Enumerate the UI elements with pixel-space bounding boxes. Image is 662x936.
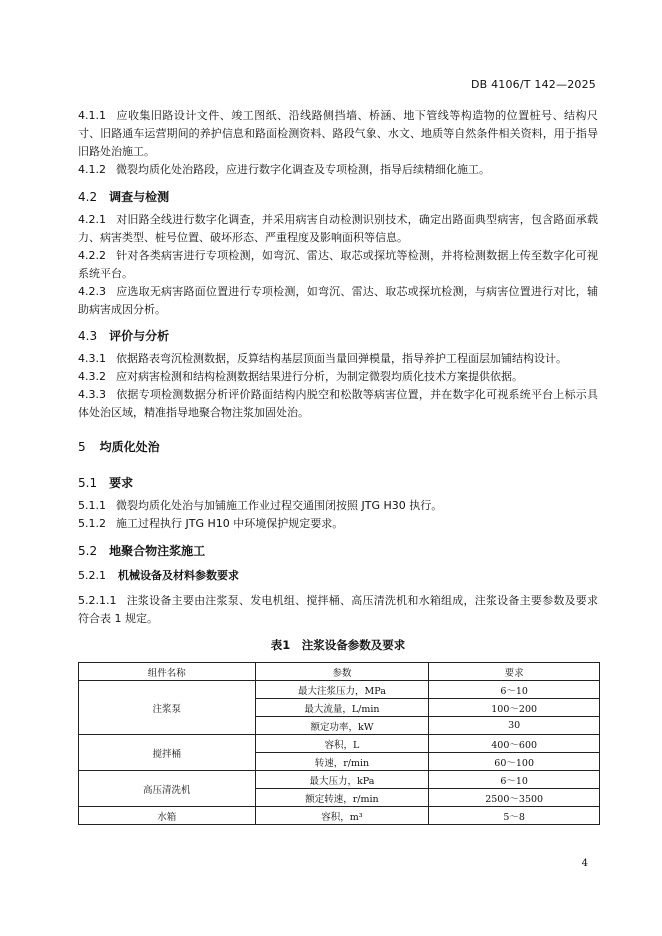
clause-5-1-2 — [78, 515, 598, 533]
requirement-cell: 2500～3500 — [429, 789, 600, 807]
requirement-cell: 5～8 — [429, 807, 600, 825]
table-row — [79, 681, 600, 699]
parameter-cell: 最大注浆压力，MPa — [255, 681, 429, 699]
requirement-cell: 6～10 — [429, 681, 600, 699]
clause-text: 施工过程执行 JTG H10 中环境保护规定要求。 — [116, 517, 344, 530]
clause-number: 5.2.1.1 — [78, 594, 117, 607]
parameter-cell: 容积，L — [255, 735, 429, 753]
table-caption: 表1 注浆设备参数及要求 — [270, 638, 406, 652]
page-number: 4 — [581, 858, 588, 869]
clause-4-3-3 — [78, 386, 598, 422]
clause-number: 4.3.1 — [78, 352, 106, 365]
table-row — [79, 807, 600, 825]
parameter-cell: 转速，r/min — [255, 753, 429, 771]
clause-number: 5.1.1 — [78, 499, 106, 512]
parameter-cell: 最大压力，kPa — [255, 771, 429, 789]
clause-text: 针对各类病害进行专项检测，如弯沉、雷达、取芯或探坑等检测，并将检测数据上传至数字化可视系统平台。 — [78, 249, 598, 280]
clause-number: 4.3.3 — [78, 388, 106, 401]
table-row — [79, 771, 600, 789]
clause-number: 4.1.1 — [78, 109, 106, 122]
section-heading-4-2: 4.2 调查与检测 — [78, 190, 170, 204]
component-name: 水箱 — [79, 807, 256, 825]
clause-4-1-2 — [78, 161, 598, 179]
requirement-cell: 30 — [429, 717, 600, 735]
clause-number: 4.1.2 — [78, 163, 106, 176]
table-header-row — [79, 663, 600, 681]
clause-text: 依据专项检测数据分析评价路面结构内脱空和松散等病害位置，并在数字化可视系统平台上标示具体处治区域，精准指导地聚合物注浆加固处治。 — [78, 388, 598, 419]
clause-number: 4.3.2 — [78, 370, 106, 383]
requirement-cell: 60～100 — [429, 753, 600, 771]
clause-number: 4.2.2 — [78, 249, 106, 262]
clause-text: 微裂均质化处治路段，应进行数字化调查及专项检测，指导后续精细化施工。 — [116, 163, 490, 176]
component-name: 搅拌桶 — [79, 735, 256, 771]
header-component: 组件名称 — [79, 663, 256, 681]
header-requirement: 要求 — [429, 663, 600, 681]
clause-4-3-2 — [78, 368, 598, 386]
clause-text: 应收集旧路设计文件、竣工图纸、沿线路侧挡墙、桥涵、地下管线等构造物的位置桩号、结构尺寸、旧路通车运营期间的养护信息和路面检测资料、路段气象、水文、地质等自然条件相关资料，用于指导旧路处治施工。 — [78, 109, 598, 158]
clause-number: 4.2.3 — [78, 285, 106, 298]
equipment-parameter-table — [78, 662, 600, 825]
header-parameter: 参数 — [255, 663, 429, 681]
parameter-cell: 容积，m³ — [255, 807, 429, 825]
clause-4-1-1 — [78, 107, 598, 161]
component-name: 高压清洗机 — [79, 771, 256, 807]
parameter-cell: 额定功率，kW — [255, 717, 429, 735]
clause-text: 微裂均质化处治与加铺施工作业过程交通围闭按照 JTG H30 执行。 — [116, 499, 443, 512]
clause-4-3-1 — [78, 350, 598, 368]
clause-text: 对旧路全线进行数字化调查，并采用病害自动检测识别技术，确定出路面典型病害，包含路面承载力、病害类型、桩号位置、破坏形态、严重程度及影响面积等信息。 — [78, 213, 598, 244]
clause-text: 应选取无病害路面位置进行专项检测，如弯沉、雷达、取芯或探坑检测，与病害位置进行对比，辅助病害成因分析。 — [78, 285, 598, 316]
requirement-cell: 6～10 — [429, 771, 600, 789]
clause-4-2-2 — [78, 247, 598, 283]
section-heading-5-1: 5.1 要求 — [78, 476, 134, 490]
requirement-cell: 400～600 — [429, 735, 600, 753]
clause-text: 应对病害检测和结构检测数据结果进行分析，为制定微裂均质化技术方案提供依据。 — [116, 370, 523, 383]
clause-text: 依据路表弯沉检测数据，反算结构基层顶面当量回弹模量，指导养护工程面层加铺结构设计。 — [116, 352, 567, 365]
clause-5-2-1-1 — [78, 592, 598, 628]
document-code: DB 4106/T 142—2025 — [470, 78, 596, 91]
clause-number: 5.1.2 — [78, 517, 106, 530]
clause-text: 注浆设备主要由注浆泵、发电机组、搅拌桶、高压清洗机和水箱组成，注浆设备主要参数及要求符合表 1 规定。 — [78, 594, 598, 625]
requirement-cell: 100～200 — [429, 699, 600, 717]
chapter-heading-5: 5 均质化处治 — [78, 440, 160, 454]
table-row — [79, 735, 600, 753]
clause-5-1-1 — [78, 497, 598, 515]
subsection-heading-5-2-1: 5.2.1 机械设备及材料参数要求 — [78, 569, 239, 582]
parameter-cell: 最大流量，L/min — [255, 699, 429, 717]
component-name: 注浆泵 — [79, 681, 256, 735]
clause-4-2-3 — [78, 283, 598, 319]
section-heading-4-3: 4.3 评价与分析 — [78, 329, 170, 343]
clause-4-2-1 — [78, 211, 598, 247]
parameter-cell: 额定转速，r/min — [255, 789, 429, 807]
section-heading-5-2: 5.2 地聚合物注浆施工 — [78, 544, 206, 558]
clause-number: 4.2.1 — [78, 213, 106, 226]
